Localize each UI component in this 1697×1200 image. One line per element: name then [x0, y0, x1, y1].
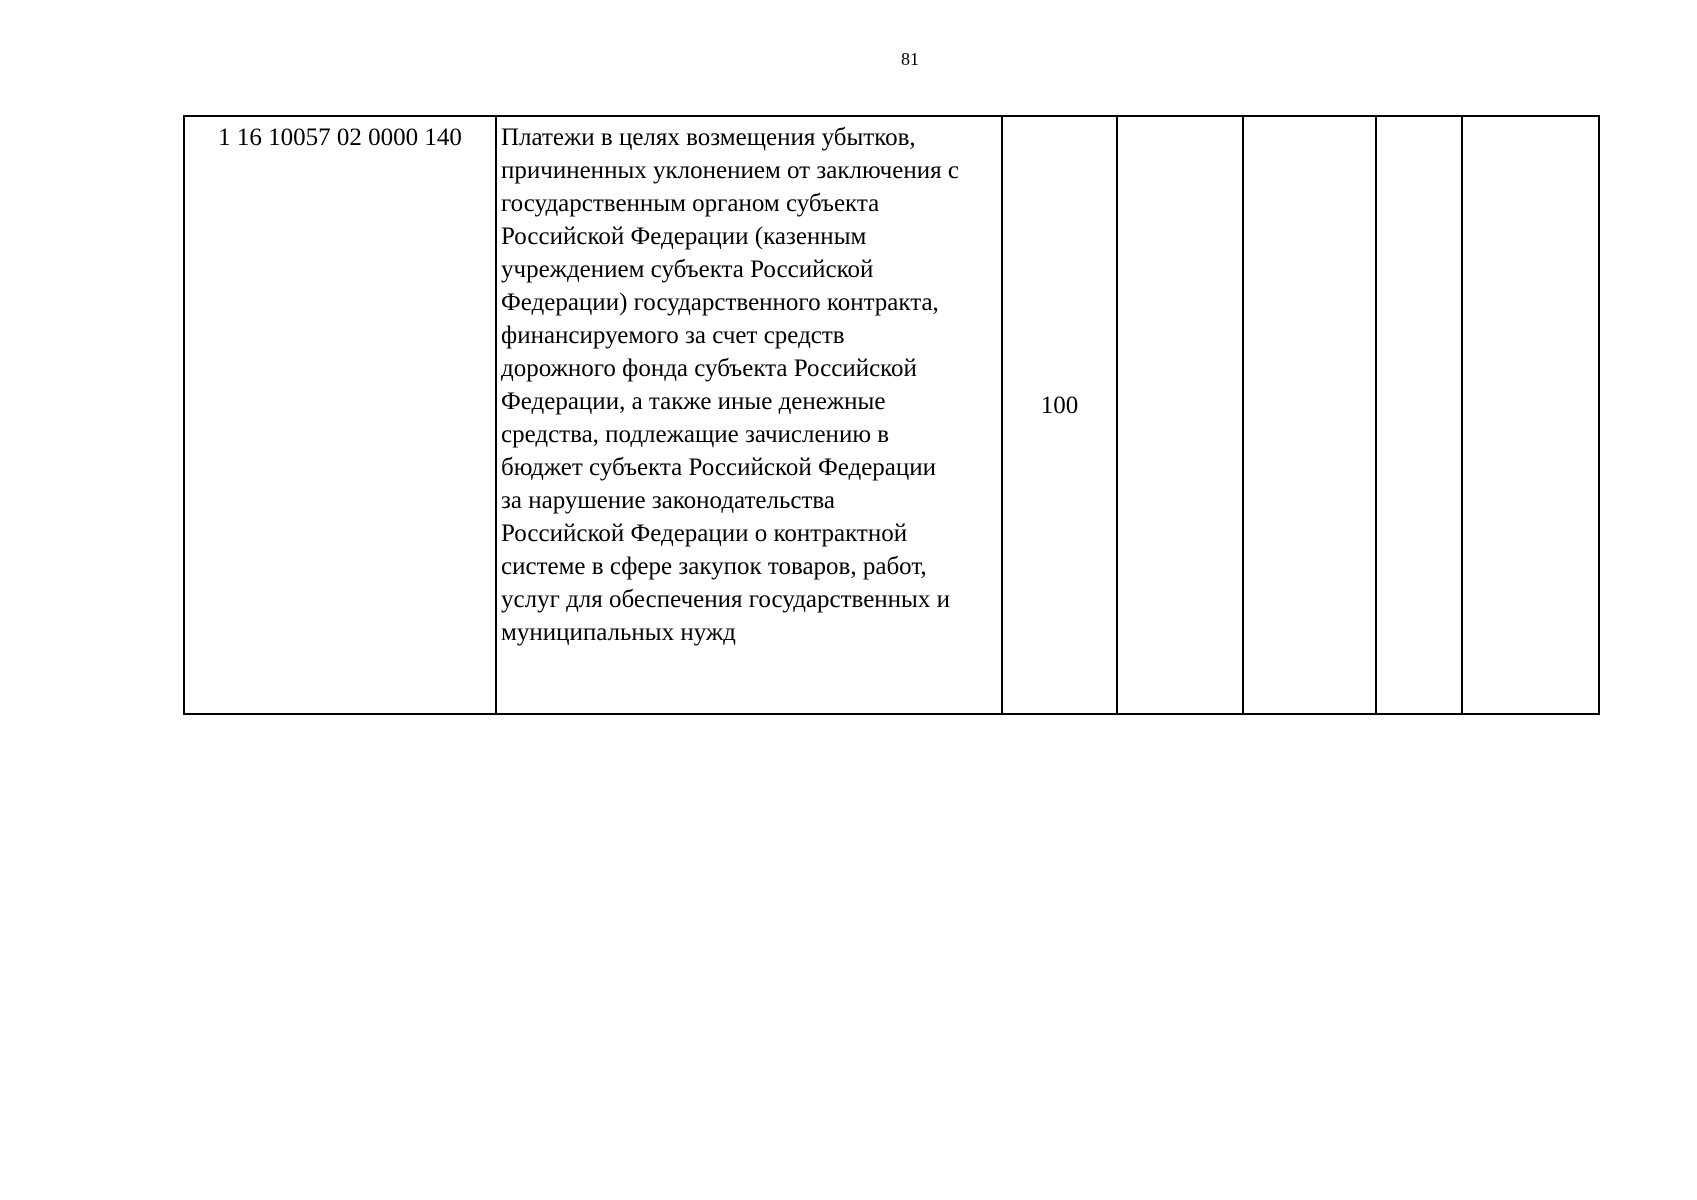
- description-line: Федерации, а также иные денежные: [501, 388, 886, 415]
- description-line: за нарушение законодательства: [501, 487, 835, 514]
- description-line: причиненных уклонением от заключения с: [501, 157, 959, 184]
- empty-cell-4: [1462, 116, 1599, 714]
- description-line: Платежи в целях возмещения убытков,: [501, 124, 916, 151]
- budget-code-cell: 1 16 10057 02 0000 140: [184, 116, 496, 714]
- budget-table: [183, 115, 1600, 715]
- description-line: дорожного фонда субъекта Российской: [501, 355, 917, 382]
- page-number: 81: [901, 49, 919, 69]
- table-row: [184, 116, 1599, 714]
- description-line: государственным органом субъекта: [501, 190, 880, 217]
- description-line: Российской Федерации (казенным: [501, 223, 867, 250]
- empty-cell-3: [1376, 116, 1462, 714]
- description-line: бюджет субъекта Российской Федерации: [501, 454, 937, 481]
- value-cell: 100: [1002, 116, 1117, 714]
- description-cell: [496, 116, 1002, 714]
- empty-cell-2: [1243, 116, 1376, 714]
- empty-cell-1: [1117, 116, 1243, 714]
- description-line: Федерации) государственного контракта,: [501, 289, 939, 316]
- description-line: системе в сфере закупок товаров, работ,: [501, 553, 927, 580]
- description-line: муниципальных нужд: [501, 619, 736, 646]
- description-line: финансируемого за счет средств: [501, 322, 845, 349]
- description-line: Российской Федерации о контрактной: [501, 520, 908, 547]
- description-line: учреждением субъекта Российской: [501, 256, 874, 283]
- description-line: средства, подлежащие зачислению в: [501, 421, 890, 448]
- description-line: услуг для обеспечения государственных и: [501, 586, 950, 613]
